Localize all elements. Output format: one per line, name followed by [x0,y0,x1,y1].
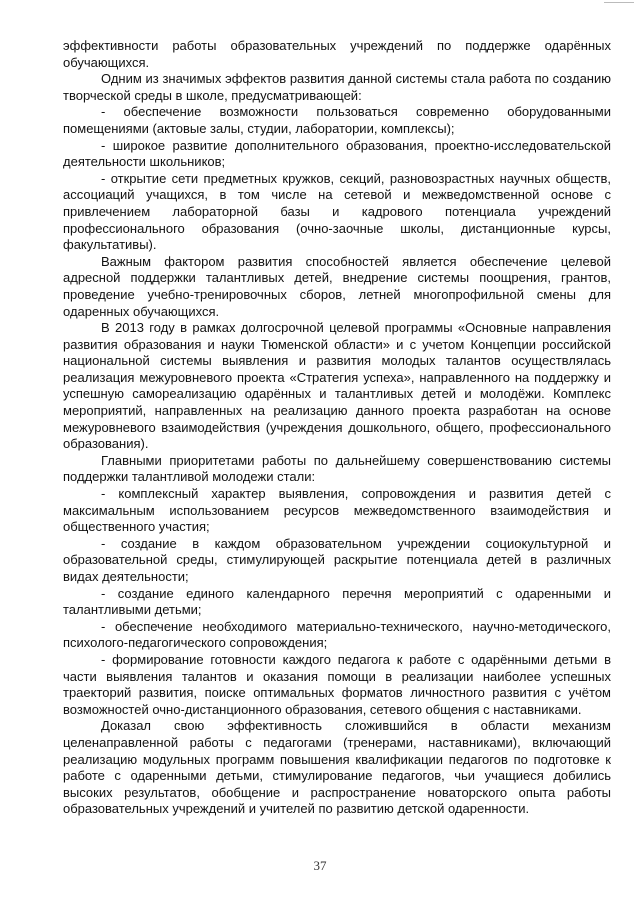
list-item: - создание в каждом образовательном учреждении социокультурной и образовательной среды, стимулирующей раскрытие потенциала детей в различных видах деятельности; [63,535,611,584]
page-number: 37 [313,858,327,873]
paragraph: Главными приоритетами работы по дальнейшему совершенствованию системы поддержки талантливой молодежи стали: [63,452,611,485]
list-item: - открытие сети предметных кружков, секций, разновозрастных научных обществ, ассоциаций учащихся, в том числе на сетевой и межведомственной основе с привлечением лабораторной базы и кадрового потенциала учреждений профессионального образования (очно-заочные школы, дистанционные курсы, факультативы). [63,170,611,253]
list-item: - формирование готовности каждого педагога к работе с одарёнными детьми в части выявления талантов и оказания помощи в реализации наиболее успешных траекторий развития, поиске оптимальных форматов личностного развития с учётом возможностей очно-дистанционного образования, сетевого общения с наставниками. [63,651,611,717]
list-item: - создание единого календарного перечня мероприятий с одаренными и талантливыми детьми; [63,585,611,618]
paragraph: эффективности работы образовательных учреждений по поддержке одарённых обучающихся. [63,38,611,70]
paragraph: Важным фактором развития способностей является обеспечение целевой адресной поддержки талантливых детей, внедрение системы поощрения, грантов, проведение учебно-тренировочных сборов, летней многопрофильной смены для одаренных обучающихся. [63,253,611,319]
paragraph: Одним из значимых эффектов развития данной системы стала работа по созданию творческой среды в школе, предусматривающей: [63,71,611,103]
body-text [63,38,611,818]
scan-edge-mark [604,2,634,3]
list-item: - обеспечение возможности пользоваться современно оборудованными помещениями (актовые залы, студии, лаборатории, комплексы); [63,104,611,136]
list-item: - широкое развитие дополнительного образования, проектно-исследовательской деятельности школьников; [63,137,611,170]
list-item: - обеспечение необходимого материально-технического, научно-методического, психолого-педагогического сопровождения; [63,618,611,651]
paragraph: В 2013 году в рамках долгосрочной целевой программы «Основные направления развития образования и науки Тюменской области» и с учетом Концепции российской национальной системы выявления и развития молодых талантов осуществлялась реализация межуровневого проекта «Стратегия успеха», направленного на поддержку и успешную самореализацию одарённых и талантливых детей и молодёжи. Комплекс мероприятий, направленных на реализацию данного проекта разработан на основе межуровневого взаимодействия (учреждения дошкольного, общего, профессионального образования). [63,320,611,452]
paragraph: Доказал свою эффективность сложившийся в области механизм целенаправленной работы с педагогами (тренерами, наставниками), включающий реализацию модульных программ повышения квалификации педагогов по подготовке к работе с одаренными детьми, стимулирование педагогов, чьи учащиеся добились высоких результатов, обобщение и распространение новаторского опыта работы образовательных учреждений и учителей по развитию детской одаренности. [63,718,611,817]
list-item: - комплексный характер выявления, сопровождения и развития детей с максимальным использованием ресурсов межведомственного взаимодействия и общественного участия; [63,486,611,535]
